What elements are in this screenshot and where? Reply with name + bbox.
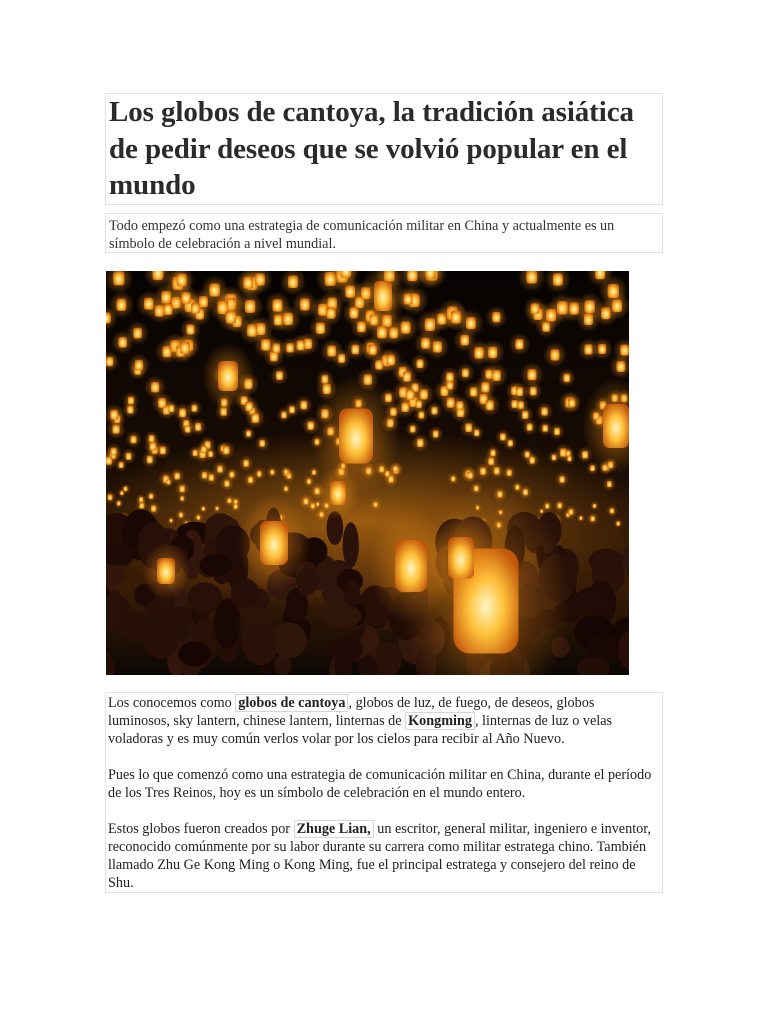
keyword-globos-de-cantoya[interactable]: globos de cantoya	[235, 694, 348, 712]
article-headline: Los globos de cantoya, la tradición asiática de pedir deseos que se volvió popular en el mundo	[109, 96, 634, 201]
paragraph-3	[108, 820, 658, 892]
paragraph-1-text-b: , globos de luz, de fuego, de deseos, globos luminosos, sky lantern, chinese lantern, linternas de	[108, 695, 595, 729]
lantern-photo-illustration	[106, 271, 629, 675]
lanterns-photo	[106, 271, 629, 675]
paragraph-1-text-a: Los conocemos como	[108, 695, 236, 711]
paragraph-3-text-a: Estos globos fueron creados por	[108, 821, 294, 837]
paragraph-1	[108, 694, 658, 748]
keyword-kongming[interactable]: Kongming	[405, 712, 475, 730]
keyword-zhuge-lian[interactable]: Zhuge Lian,	[294, 820, 374, 838]
paragraph-2: Pues lo que comenzó como una estrategia de comunicación militar en China, durante el período de los Tres Reinos, hoy es un símbolo de celebración en el mundo entero.	[108, 767, 652, 801]
article-summary: Todo empezó como una estrategia de comunicación militar en China y actualmente es un símbolo de celebración a nivel mundial.	[109, 218, 615, 252]
headline-box	[105, 93, 663, 205]
paragraph-1-text-c: , linternas de luz o velas voladoras y es muy común verlos volar por los cielos para recibir al Año Nuevo.	[108, 713, 613, 747]
summary-box	[105, 213, 663, 253]
article-body-box	[105, 692, 663, 893]
paragraph-3-text-b: un escritor, general militar, ingeniero e inventor, reconocido comúnmente por su labor durante su carrera como militar estratega chino. También llamado Zhu Ge Kong Ming o Kong Ming, fue el principal estratega y consejero del reino de Shu.	[108, 821, 651, 891]
